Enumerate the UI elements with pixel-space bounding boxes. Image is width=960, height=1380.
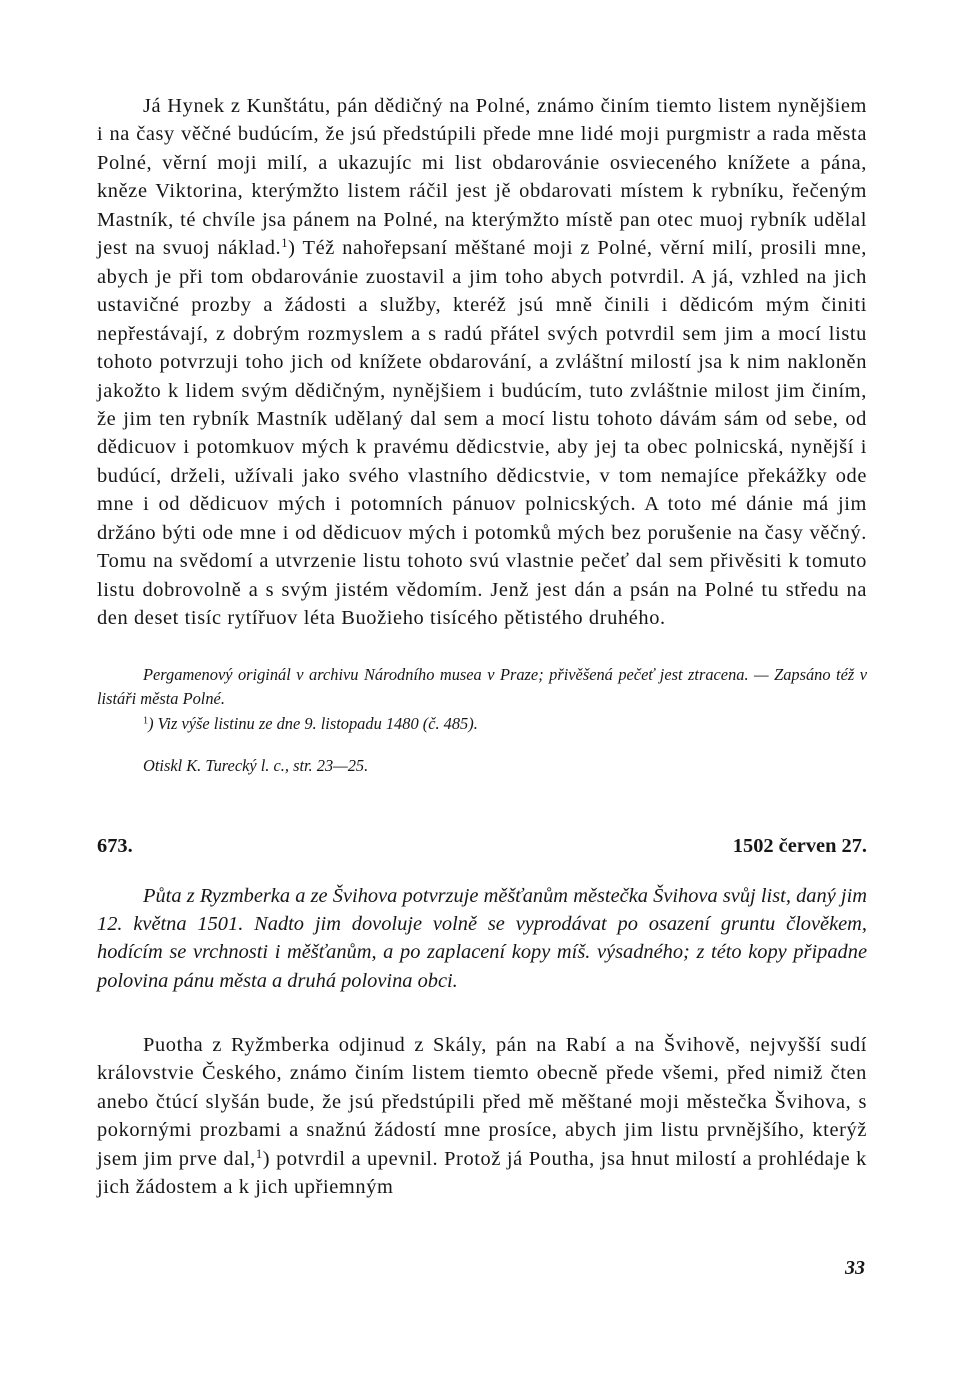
previous-document-text-part-2: ) Též nahořepsaní měštané moji z Polné, věrní milí, prosili mne, abych je při tom obdarovánie zuostavil a jim toho abych potvrdil. A já, vzhled na jich ustavičné prozby a žádosti a služby, kteréž jsú mně činili i dědicóm mým činiti nepřestávají, z dobrým rozmyslem a s radú přátel svých potvrdil sem jim a mocí listu tohoto potvrzuji toho jich od knížete obdarování, a zvláštní milostí jsa k nim nakloněn jakožto k lidem svým dědičným, nynějšiem i budúcím, tuto zvláštnie milost jim činím, že jim ten rybník Mastník udělaný dal sem a mocí listu tohoto dávám sám od sebe, od dědicuov i potomkuov mých k pravému dědicstvie, aby jej ta obec polnicská, nynější i budúcí, drželi, užívali jako svého vlastního dědicstvie, v tom nemajíce překážky ode mne i od dědicuov mých i potomních pánuov polnicských. A toto mé dánie má jim držáno býti ode mne i od dědicuov mých i potomků mých bez porušenie na časy věčný. Tomu na svědomí a utvrzenie listu tohoto svú vlastnie pečeť dal sem přivěsiti k tomuto listu dobrovolně a s svým jistém vědomím. Jenž jest dán a psán na Polné tu středu na den deset tisíc rytířuov léta Buožieho tisícého pětistého druhého. bbox=[97, 237, 867, 630]
source-note: Pergamenový originál v archivu Národního musea v Praze; přivěšená pečeť jest ztracena. — Zapsáno též v listáři města Polné. bbox=[97, 664, 867, 709]
entry-summary bbox=[97, 882, 867, 995]
printed-edition-note: Otiskl K. Turecký l. c., str. 23—25. bbox=[143, 756, 369, 776]
entry-text-part-2: ) potvrdil a upevnil. Protož já Poutha, jsa hnut milostí a prohlédaje k jich žádostem a k jich upřiemným bbox=[97, 1147, 867, 1199]
entry-summary-text: Půta z Ryzmberka a ze Švihova potvrzuje měšťanům městečka Švihova svůj list, daný jim 12. května 1501. Nadto jim dovoluje volně se vyprodávat po osazení gruntu člověkem, hodícím se vrchnosti i měšťanům, a po zaplacení kopy míš. výsadného; z této kopy připadne polovina pánu města a druhá polovina obci. bbox=[97, 884, 867, 992]
entry-heading bbox=[97, 835, 867, 858]
document-page bbox=[97, 92, 867, 1202]
entry-document-text bbox=[97, 1031, 867, 1202]
previous-document-text-part-1: Já Hynek z Kunštátu, pán dědičný na Polné, známo činím tiemto listem nynějšiem i na časy věčné budúcím, že jsú předstúpili přede mne lidé moji purgmistr a rada města Polné, věrní moji milí, a ukazujíc mi list obdarovánie osvieceného knížete a pána, kněze Viktorina, kterýmžto listem ráčil jest jě obdarovati místem k rybníku, řečeným Mastník, té chvíle jsa pánem na Polné, na kterýmžto místě pan otec muoj rybník udělal jest na svuoj náklad. bbox=[97, 95, 867, 260]
previous-document-text bbox=[97, 92, 867, 633]
footnote-reference: 1 bbox=[255, 1146, 263, 1161]
footnote-reference: 1 bbox=[281, 236, 289, 251]
entry-text-part-1: Puotha z Ryžmberka odjinud z Skály, pán na Rabí a na Švihově, nejvyšší sudí královstvie Českého, známo činím listem tiemto obecně přede všemi, před nimiž čten anebo čtúcí slyšán bude, že jsú předstúpili před mě měštané moji městečka Švihova, s pokornými prozbami a snažnú žádostí mne prosíce, abych jim listu prvnějšího, kterýž jsem jim prve dal, bbox=[97, 1033, 867, 1170]
footnote-mark: 1 bbox=[143, 715, 149, 727]
editorial-notes bbox=[97, 663, 867, 779]
entry-date: 1502 červen 27. bbox=[732, 834, 867, 857]
previous-document-paragraph bbox=[97, 92, 867, 633]
page-number: 33 bbox=[845, 1257, 865, 1279]
entry-number: 673. bbox=[97, 834, 133, 857]
footnote bbox=[97, 712, 867, 737]
footnote-text: ) Viz výše listinu ze dne 9. listopadu 1480 (č. 485). bbox=[148, 713, 478, 733]
entry-document-paragraph bbox=[97, 1031, 867, 1202]
